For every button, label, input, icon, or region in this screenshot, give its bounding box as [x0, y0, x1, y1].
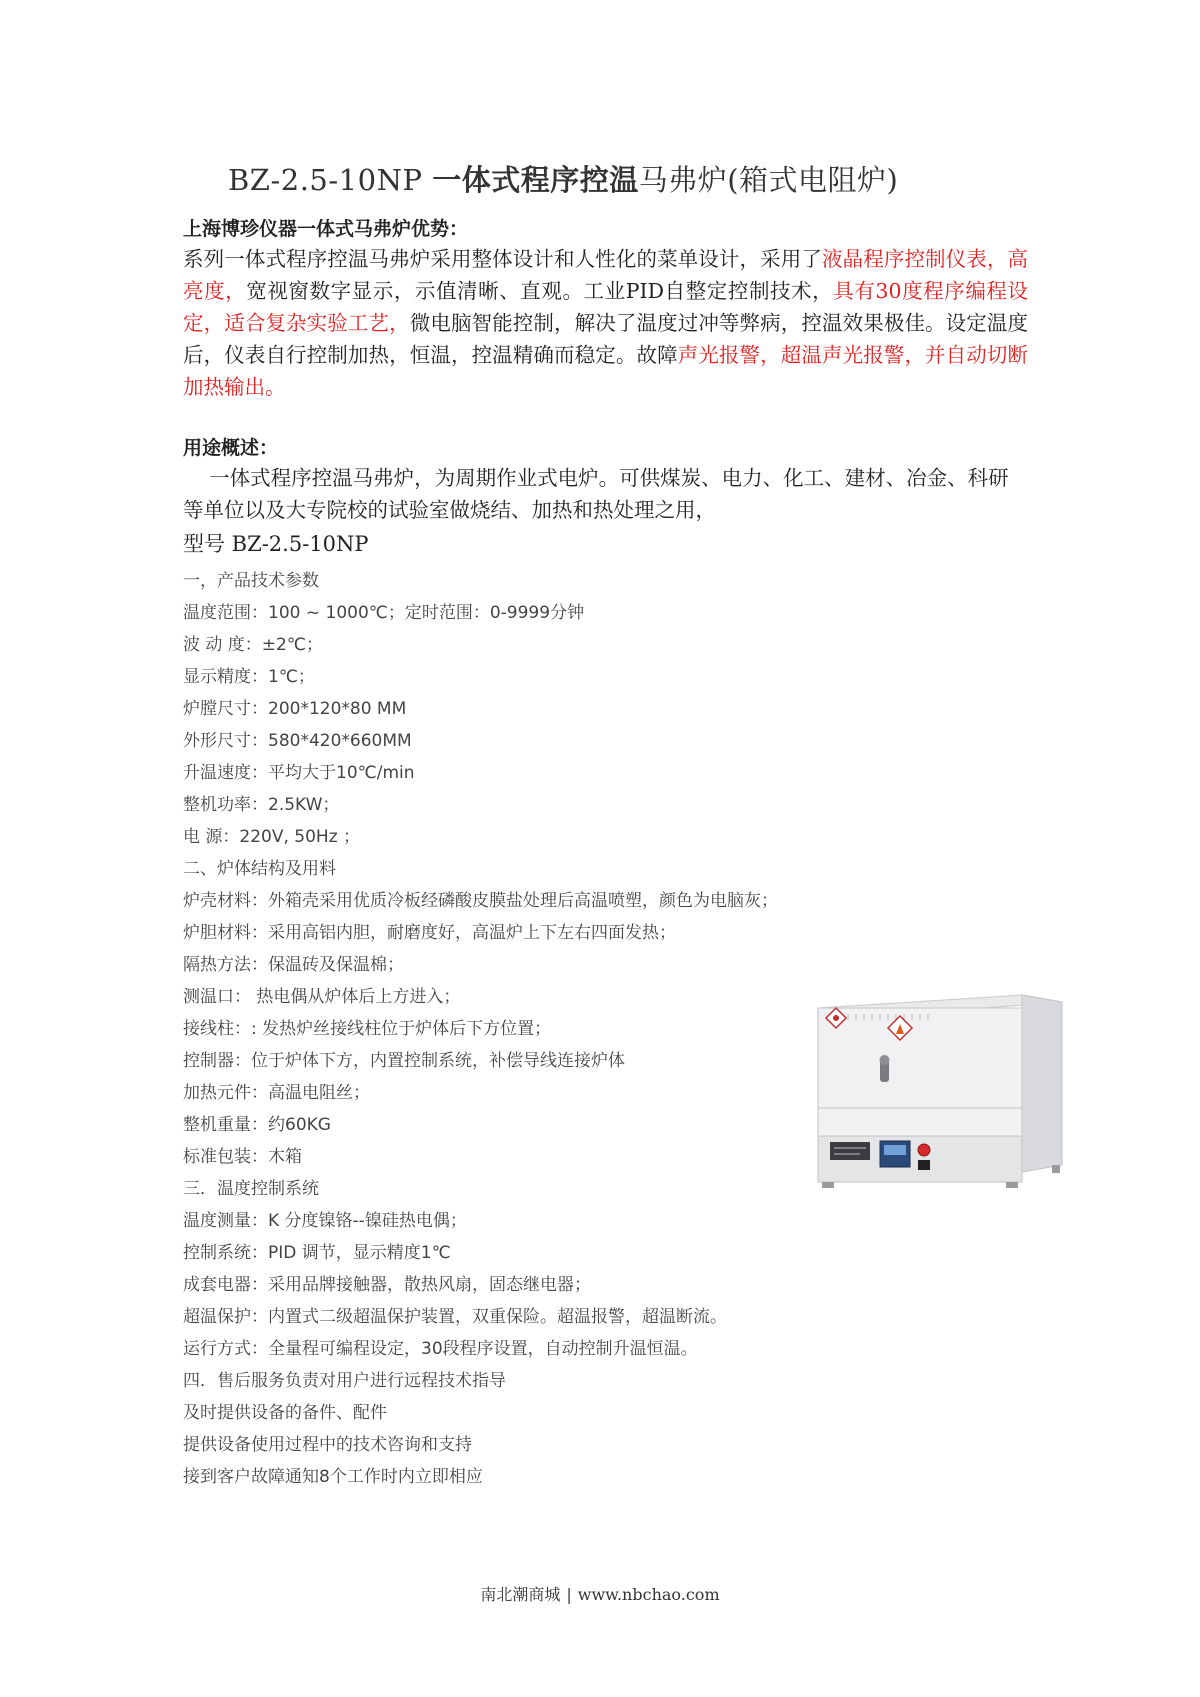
spec-line: 运行方式：全量程可编程设定，30段程序设置，自动控制升温恒温。 — [183, 1339, 698, 1359]
spec-line: 测温口： 热电偶从炉体后上方进入； — [183, 987, 461, 1007]
adv-text-2: 宽视窗数字显示，示值清晰、直观。工业PID自整定控制技术， — [246, 279, 834, 303]
model-line: 型号 BZ-2.5-10NP — [183, 532, 369, 556]
adv-highlight-3: 声光报警，超温声光报警，并自动切断加热输出。 — [183, 343, 1029, 399]
spec-line: 隔热方法：保温砖及保温棉； — [183, 955, 404, 975]
muffle-furnace-image — [800, 990, 1100, 1240]
title-model: BZ-2.5-10NP — [228, 163, 433, 197]
spec-line: 三．温度控制系统 — [183, 1179, 319, 1199]
spec-line: 控制系统：PID 调节，显示精度1℃ — [183, 1243, 451, 1263]
adv-text-3: 微电脑智能控制，解决了温度过冲等弊病，控温效果极佳。设定温度后，仪表自行控制加热，恒温，控温精确而稳定。故障 — [183, 311, 1029, 367]
spec-line: 超温保护：内置式二级超温保护装置，双重保险。超温报警，超温断流。 — [183, 1307, 727, 1327]
page-footer — [0, 1582, 1200, 1605]
usage-heading: 用途概述： — [183, 437, 279, 459]
spec-line: 控制器：位于炉体下方，内置控制系统，补偿导线连接炉体 — [183, 1051, 625, 1071]
title-emphasis: 一体式程序控温 — [432, 163, 639, 197]
spec-line: 成套电器：采用品牌接触器，散热风扇，固态继电器； — [183, 1275, 591, 1295]
advantages-heading: 上海博珍仪器一体式马弗炉优势： — [183, 218, 469, 240]
footer-site-name: 南北潮商城 — [480, 1585, 561, 1604]
spec-line: 一，产品技术参数 — [183, 571, 319, 591]
spec-line: 整机重量：约60KG — [183, 1115, 331, 1135]
spec-line: 标准包装：木箱 — [183, 1147, 302, 1167]
spec-line: 电 源：220V, 50Hz ； — [183, 827, 361, 847]
page-title — [228, 158, 898, 199]
spec-line: 外形尺寸：580*420*660MM — [183, 731, 412, 751]
spec-line: 炉壳材料：外箱壳采用优质冷板经磷酸皮膜盐处理后高温喷塑，颜色为电脑灰； — [183, 891, 778, 911]
spec-line: 及时提供设备的备件、配件 — [183, 1403, 387, 1423]
spec-line: 炉胆材料：采用高铝内胆，耐磨度好，高温炉上下左右四面发热； — [183, 923, 676, 943]
spec-line: 接到客户故障通知8个工作时内立即相应 — [183, 1467, 483, 1487]
usage-paragraph: 一体式程序控温马弗炉，为周期作业式电炉。可供煤炭、电力、化工、建材、冶金、科研等单位以及大专院校的试验室做烧结、加热和热处理之用， — [183, 466, 1009, 522]
spec-line: 四．售后服务负责对用户进行远程技术指导 — [183, 1371, 506, 1391]
spec-line: 提供设备使用过程中的技术咨询和支持 — [183, 1435, 472, 1455]
spec-line: 显示精度：1℃； — [183, 667, 315, 687]
title-rest: 马弗炉(箱式电阻炉) — [638, 163, 899, 197]
advantages-paragraph — [183, 243, 1028, 403]
adv-highlight-1: 液晶程序控制仪表，高亮度， — [183, 247, 1029, 303]
spec-line: 二、炉体结构及用料 — [183, 859, 336, 879]
spec-line: 波 动 度：±2℃； — [183, 635, 323, 655]
spec-line: 升温速度：平均大于10℃/min — [183, 763, 415, 783]
spec-line: 加热元件：高温电阻丝； — [183, 1083, 370, 1103]
adv-highlight-2: 具有30度程序编程设定，适合复杂实验工艺， — [183, 279, 1028, 335]
spec-line: 炉膛尺寸：200*120*80 MM — [183, 699, 407, 719]
spec-line: 温度范围：100 ~ 1000℃；定时范围：0-9999分钟 — [183, 603, 585, 623]
spec-line: 温度测量：K 分度镍铬--镍硅热电偶； — [183, 1211, 467, 1231]
spec-line: 接线柱：: 发热炉丝接线柱位于炉体后下方位置； — [183, 1019, 552, 1039]
footer-separator: | — [566, 1585, 572, 1604]
spec-line: 整机功率：2.5KW； — [183, 795, 340, 815]
adv-text-1: 系列一体式程序控温马弗炉采用整体设计和人性化的菜单设计，采用了 — [183, 247, 822, 271]
footer-url[interactable]: www.nbchao.com — [577, 1585, 720, 1604]
